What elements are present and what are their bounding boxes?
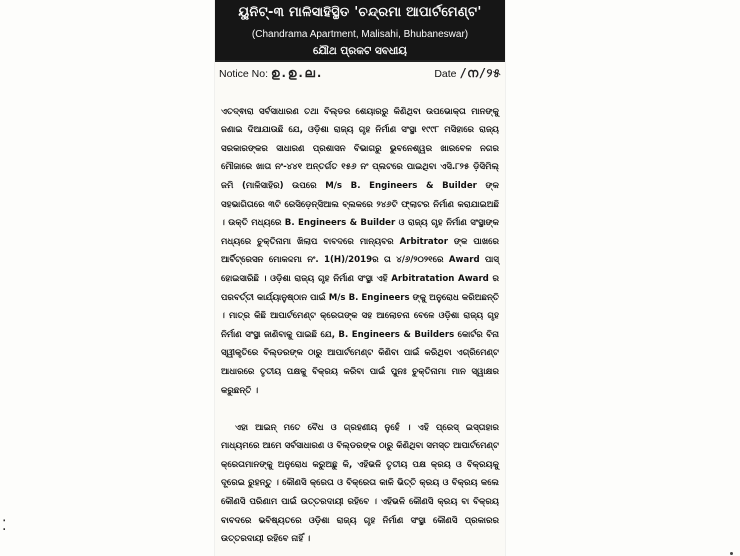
notice-number-value: ഉ.ഉ.ല.	[270, 66, 324, 80]
scan-speck	[730, 552, 733, 555]
newspaper-clipping	[215, 0, 505, 556]
notice-date-value: /ന/୨୫	[459, 66, 501, 80]
notice-body	[221, 84, 499, 556]
header-divider	[215, 60, 505, 62]
notice-meta-row	[219, 66, 501, 82]
body-paragraph-2: ଏହା ଆଇନ୍ ମତେ ବୈଧ ଓ ଗ୍ରହଣୀୟ ନୁହେଁ । ଏହି ପ୍ରେସ୍ ଇସ୍ତାହାର ମାଧ୍ୟମରେ ଆମେ ସର୍ବସାଧାରଣ ଓ ବିଲ୍ଡରଙ୍କ ଠାରୁ କିଣିଥିବା ସମସ୍ତ ଆପାର୍ଟମେଣ୍ଟ କ୍ରେତାମାନଙ୍କୁ ଅନୁରୋଧ କରୁଅଛୁ କି, ଏହିଭଳି ତୃତୀୟ ପକ୍ଷ କ୍ରୟ ଓ ବିକ୍ରୟକୁ ଦୂରେଇ ରୁହନ୍ତୁ । କୌଣସି କ୍ରେତା ଓ ବିକ୍ରେତା କାଳି ଭିତ୍ତି କ୍ରୟ ଓ ବିକ୍ରୟ କଲେ କୌଣସି ପରିଣାମ ପାଇଁ ଉତ୍ତରଦାୟୀ ରହିବେ । ଏହିଭଳି କୌଣସି କ୍ରୟ ବା ବିକ୍ରୟ ବାବଦରେ ଭବିଷ୍ୟତରେ ଓଡ଼ିଶା ରାଜ୍ୟ ଗୃହ ନିର୍ମାଣ ସଂସ୍ଥା କୌଣସି ପ୍ରକାରର ଉତ୍ତରଦାୟୀ ରହିବେ ନାହିଁ ।	[221, 422, 499, 545]
header-subtitle-odia: ଯୌଥ ପ୍ରକଟ ସବଧୀୟ	[313, 45, 407, 57]
header-title-english: (Chandrama Apartment, Malisahi, Bhubaneswar)	[251, 29, 469, 40]
header-title-odia: ୟୁନିଟ୍-୩ ମାଳିସାହିସ୍ଥିତ 'ଚନ୍ଦ୍ରମା ଆପାର୍ଟମେଣ୍ଟ'	[238, 5, 482, 20]
notice-number	[219, 66, 323, 81]
notice-date	[434, 66, 501, 81]
body-paragraph-1: ଏତଦ୍ଵାରା ସର୍ବସାଧାରଣ ତଥା ବିଲ୍ଡର ଶେୟାରରୁ କିଣିଥିବା ଉପଭୋକ୍ତା ମାନଙ୍କୁ ଜଣାଇ ଦିଆଯାଉଛି ଯେ, ଓଡ଼ିଶା ରାଜ୍ୟ ଗୃହ ନିର୍ମାଣ ସଂସ୍ଥା ୧୯୯୮ ମସିହାରେ ରାଜ୍ୟ ସରକାରଙ୍କର ସାଧାରଣ ପ୍ରଶାସନ ବିଭାଗରୁ ଭୁବନେଶ୍ୱର ଖାରବେଳ ନଗର ମୌଜାରେ ଖାତା ନଂ-୪୪୧ ଅନ୍ତର୍ଗତ ୧୫୬ ନଂ ପ୍ଲଟରେ ପାଇଥିବା ଏସି.୮୨୫ ଡ଼ିସିମିଲ୍ ଜମି (ମାଳିସାହିର) ଉପରେ M/s B. Engineers & Builder ଙ୍କ ସହଭାଗିତାରେ ୩ଟି ରେସିଡ଼େନ୍ସିଆଲ ବ୍ଲକରେ ୨୪୬ଟି ଫ୍ଲାଟର ନିର୍ମାଣ କରାଯାଇଅଛି । ଉକ୍ତି ମଧ୍ୟରେ B. Engineers & Builder ଓ ରାଜ୍ୟ ଗୃହ ନିର୍ମାଣ ସଂସ୍ଥାଙ୍କ ମଧ୍ୟରେ ଚୁକ୍ତିନାମା ଖିଲାପ ବାବଦରେ ମାନ୍ୟବର Arbitrator ଙ୍କ ପାଖରେ ଆର୍ବିଟ୍ରେସନ ମୋକଦ୍ଦମା ନଂ. 1(H)/2019ର ତା ୪/୬/୨୦୨୧ରେ Award ପାସ୍ ହୋଇସାରିଛି । ଓଡ଼ିଶା ରାଜ୍ୟ ଗୃହ ନିର୍ମାଣ ସଂସ୍ଥା ଏହି Arbitratation Award ର ପରବର୍ତ୍ତୀ କାର୍ଯ୍ୟାନୁଷ୍ଠାନ ପାଇଁ M/s B. Engineers ଙ୍କୁ ଅନୁରୋଧ କରିଅଛନ୍ତି । ମାତ୍ର କିଛି ଆପାର୍ଟମେଣ୍ଟ କ୍ରେତାଙ୍କ ସହ ଆଲୋଚନା ବେଳେ ଓଡ଼ିଶା ରାଜ୍ୟ ଗୃହ ନିର୍ମାଣ ସଂସ୍ଥା ଜାଣିବାକୁ ପାଇଛି ଯେ, B. Engineers & Builders କୋର୍ଟର ବିନା ସ୍ୱୀକୃତିରେ ବିଲ୍ଡରଙ୍କ ଠାରୁ ଆପାର୍ଟମେଣ୍ଟ କିଣିବା ପାଇଁ କରିଥିବା ଏଗ୍ରିମେଣ୍ଟ ଆଧାରରେ ତୃତୀୟ ପକ୍ଷକୁ ବିକ୍ରୟ କରିବା ପାଇଁ ପୁନଃ ଚୁକ୍ତିନାମା ମାନ ସ୍ୱାକ୍ଷର କରୁଛନ୍ତି ।	[221, 106, 499, 396]
notice-header	[215, 0, 505, 60]
margin-mark: ⁚	[2, 518, 7, 534]
notice-date-label: Date	[434, 68, 457, 80]
notice-number-label: Notice No:	[219, 68, 269, 80]
